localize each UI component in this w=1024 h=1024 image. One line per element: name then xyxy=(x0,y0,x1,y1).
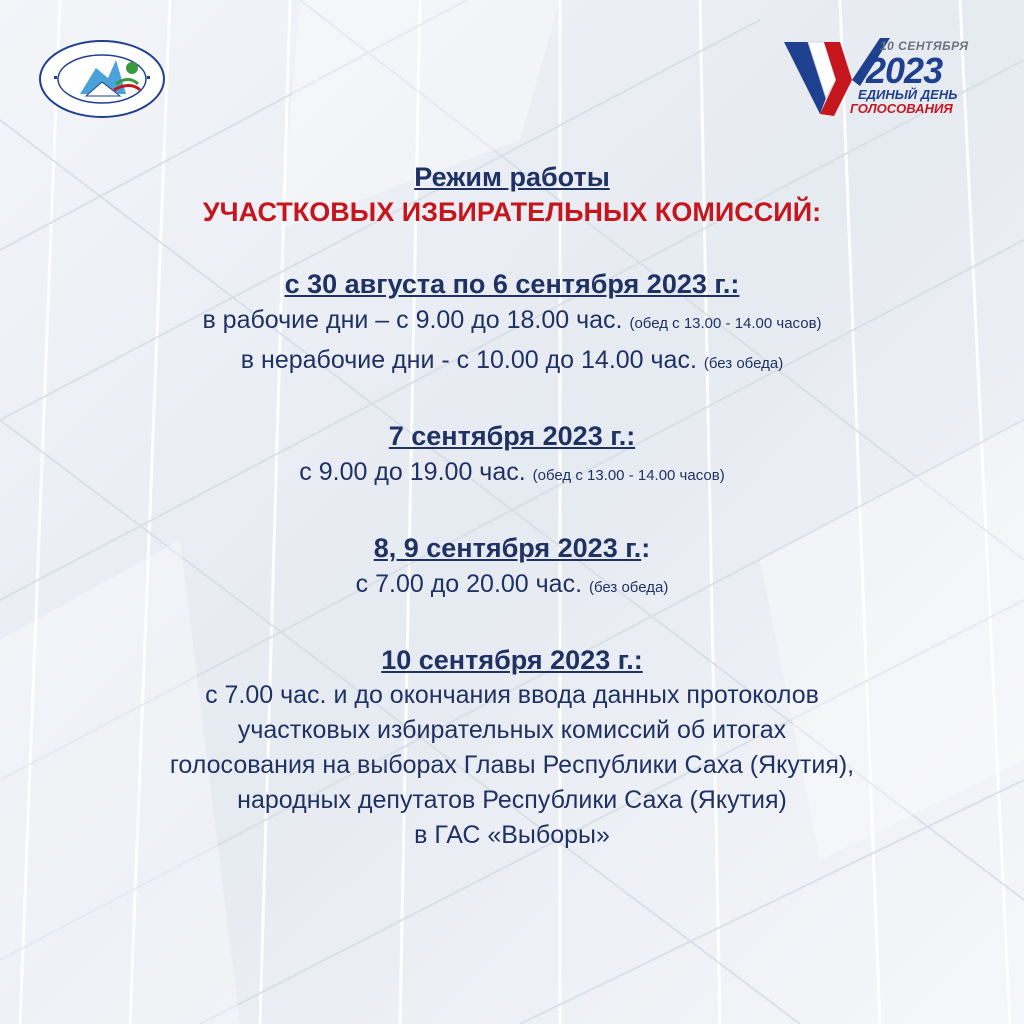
schedule-line: участковых избирательных комиссий об итогах xyxy=(237,716,787,744)
cik-emblem-logo xyxy=(36,38,168,120)
page-title: Режим работы xyxy=(414,162,610,192)
schedule-note: (обед с 13.00 - 14.00 часов) xyxy=(629,315,822,332)
logo-single-day-text: ЕДИНЫЙ ДЕНЬ xyxy=(858,87,958,102)
logo-voting-text: ГОЛОСОВАНИЯ xyxy=(850,101,953,116)
schedule-line: голосования на выборах Главы Республики Саха (Якутия), xyxy=(169,751,855,779)
schedule-note: (обед с 13.00 - 14.00 часов) xyxy=(532,467,725,484)
schedule-line: народных депутатов Республики Саха (Якутия) xyxy=(237,786,787,814)
period-sep8-9 xyxy=(0,530,1024,606)
schedule-line: с 7.00 до 20.00 час. (без обеда) xyxy=(355,570,669,598)
period-title: 8, 9 сентября 2023 г.: xyxy=(373,533,651,563)
period-title: с 30 августа по 6 сентября 2023 г.: xyxy=(284,269,740,299)
period-title: 10 сентября 2023 г.: xyxy=(381,645,643,675)
period-sep10 xyxy=(0,642,1024,853)
page-subtitle: УЧАСТКОВЫХ ИЗБИРАТЕЛЬНЫХ КОМИССИЙ: xyxy=(202,197,822,227)
schedule-note: (без обеда) xyxy=(588,579,669,596)
schedule-content xyxy=(0,160,1024,853)
schedule-line: в нерабочие дни - с 10.00 до 14.00 час. (без обеда) xyxy=(240,346,784,374)
logo-year-text: 2023 xyxy=(866,50,943,91)
period-aug30-sep6 xyxy=(0,266,1024,382)
period-sep7 xyxy=(0,418,1024,494)
schedule-line: с 9.00 до 19.00 час. (обед с 13.00 - 14.00 часов) xyxy=(299,458,725,486)
period-title: 7 сентября 2023 г.: xyxy=(388,421,636,451)
logo-date-text: 10 СЕНТЯБРЯ xyxy=(880,39,969,53)
schedule-line: с 7.00 час. и до окончания ввода данных протоколов xyxy=(205,681,819,709)
schedule-note: (без обеда) xyxy=(703,355,784,372)
schedule-line: в ГАС «Выборы» xyxy=(414,821,610,849)
schedule-line: в рабочие дни – с 9.00 до 18.00 час. (обед с 13.00 - 14.00 часов) xyxy=(202,306,822,334)
